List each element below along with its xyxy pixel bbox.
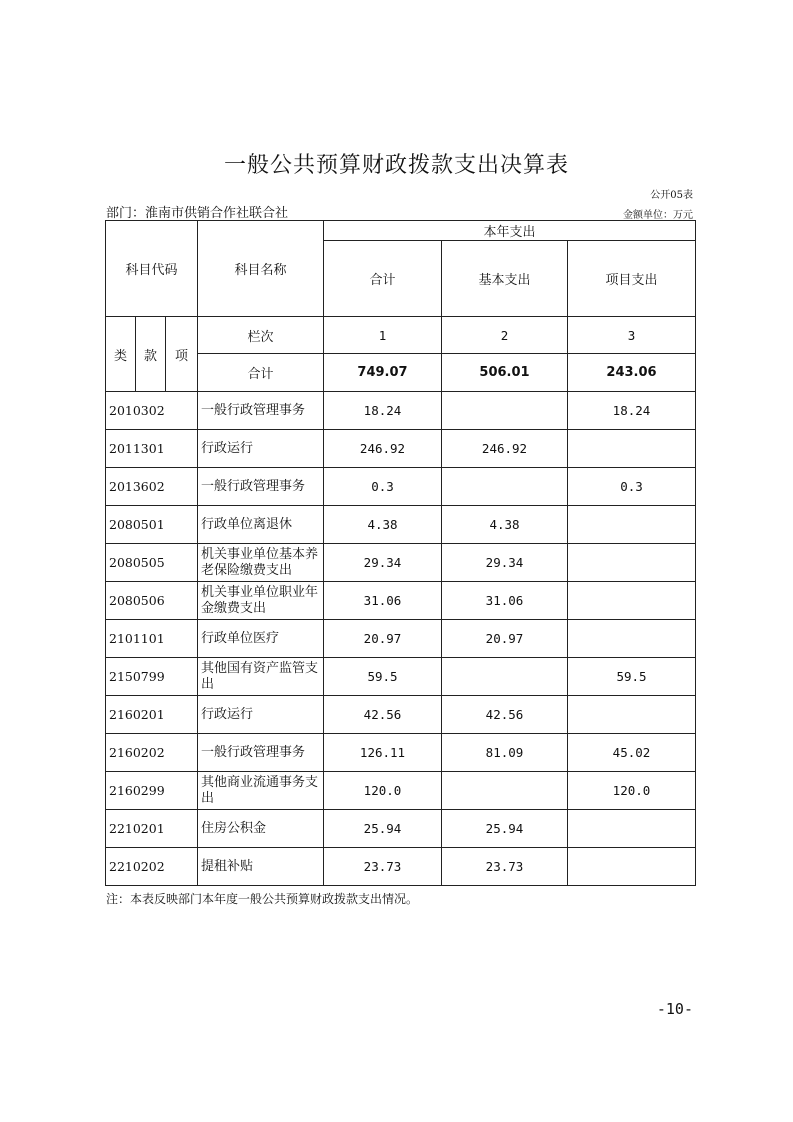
header-basic: 基本支出 bbox=[442, 241, 568, 317]
table-row bbox=[106, 810, 696, 848]
row-basic: 246.92 bbox=[442, 430, 568, 468]
row-total: 25.94 bbox=[324, 810, 442, 848]
table-row bbox=[106, 506, 696, 544]
header-subject-code: 科目代码 bbox=[106, 221, 198, 317]
header-current-year: 本年支出 bbox=[324, 221, 696, 241]
row-basic: 31.06 bbox=[442, 582, 568, 620]
header-row-1 bbox=[106, 221, 696, 241]
row-basic: 25.94 bbox=[442, 810, 568, 848]
row-basic bbox=[442, 392, 568, 430]
table-row bbox=[106, 772, 696, 810]
row-basic bbox=[442, 658, 568, 696]
row-project bbox=[568, 430, 696, 468]
row-basic bbox=[442, 772, 568, 810]
row-code: 2013602 bbox=[106, 468, 198, 506]
sum-project: 243.06 bbox=[568, 354, 696, 392]
row-project bbox=[568, 544, 696, 582]
row-name: 住房公积金 bbox=[198, 810, 324, 848]
row-total: 0.3 bbox=[324, 468, 442, 506]
row-name: 其他商业流通事务支出 bbox=[198, 772, 324, 810]
row-total: 120.0 bbox=[324, 772, 442, 810]
column-order-3: 3 bbox=[568, 317, 696, 354]
column-order-row bbox=[106, 317, 696, 354]
row-total: 42.56 bbox=[324, 696, 442, 734]
form-number: 公开05表 bbox=[650, 190, 693, 201]
row-code: 2080505 bbox=[106, 544, 198, 582]
row-basic: 42.56 bbox=[442, 696, 568, 734]
row-project bbox=[568, 848, 696, 886]
row-name: 一般行政管理事务 bbox=[198, 392, 324, 430]
row-basic: 29.34 bbox=[442, 544, 568, 582]
row-project bbox=[568, 620, 696, 658]
row-code: 2101101 bbox=[106, 620, 198, 658]
row-code: 2210201 bbox=[106, 810, 198, 848]
row-project bbox=[568, 582, 696, 620]
row-name: 行政运行 bbox=[198, 696, 324, 734]
row-basic bbox=[442, 468, 568, 506]
table-row bbox=[106, 658, 696, 696]
row-project: 45.02 bbox=[568, 734, 696, 772]
row-total: 246.92 bbox=[324, 430, 442, 468]
expenditure-table bbox=[105, 220, 696, 886]
row-project bbox=[568, 506, 696, 544]
header-total: 合计 bbox=[324, 241, 442, 317]
table-row bbox=[106, 696, 696, 734]
row-name: 机关事业单位基本养老保险缴费支出 bbox=[198, 544, 324, 582]
page-number: -10- bbox=[656, 1000, 693, 1018]
table-row bbox=[106, 848, 696, 886]
row-name: 提租补贴 bbox=[198, 848, 324, 886]
header-kuan: 款 bbox=[136, 317, 166, 392]
row-name: 一般行政管理事务 bbox=[198, 734, 324, 772]
sum-label: 合计 bbox=[198, 354, 324, 392]
row-total: 31.06 bbox=[324, 582, 442, 620]
row-name: 行政运行 bbox=[198, 430, 324, 468]
table-row bbox=[106, 734, 696, 772]
table-row bbox=[106, 430, 696, 468]
row-total: 126.11 bbox=[324, 734, 442, 772]
row-total: 59.5 bbox=[324, 658, 442, 696]
table-row bbox=[106, 468, 696, 506]
row-name: 行政单位离退休 bbox=[198, 506, 324, 544]
table-row bbox=[106, 582, 696, 620]
table-row bbox=[106, 392, 696, 430]
row-code: 2080506 bbox=[106, 582, 198, 620]
row-total: 29.34 bbox=[324, 544, 442, 582]
row-basic: 23.73 bbox=[442, 848, 568, 886]
row-total: 4.38 bbox=[324, 506, 442, 544]
row-basic: 4.38 bbox=[442, 506, 568, 544]
row-name: 机关事业单位职业年金缴费支出 bbox=[198, 582, 324, 620]
page-title: 一般公共预算财政拨款支出决算表 bbox=[223, 153, 569, 178]
row-code: 2080501 bbox=[106, 506, 198, 544]
row-project: 59.5 bbox=[568, 658, 696, 696]
table-note: 注：本表反映部门本年度一般公共预算财政拨款支出情况。 bbox=[106, 892, 419, 906]
row-code: 2150799 bbox=[106, 658, 198, 696]
row-total: 23.73 bbox=[324, 848, 442, 886]
row-basic: 81.09 bbox=[442, 734, 568, 772]
row-name: 其他国有资产监管支出 bbox=[198, 658, 324, 696]
row-project bbox=[568, 696, 696, 734]
row-code: 2160201 bbox=[106, 696, 198, 734]
row-name: 一般行政管理事务 bbox=[198, 468, 324, 506]
department-label: 部门：淮南市供销合作社联合社 bbox=[106, 206, 289, 221]
row-basic: 20.97 bbox=[442, 620, 568, 658]
row-code: 2160202 bbox=[106, 734, 198, 772]
header-subject-name: 科目名称 bbox=[198, 221, 324, 317]
column-order-1: 1 bbox=[324, 317, 442, 354]
row-code: 2210202 bbox=[106, 848, 198, 886]
header-project: 项目支出 bbox=[568, 241, 696, 317]
row-project bbox=[568, 810, 696, 848]
table-row bbox=[106, 620, 696, 658]
amount-unit: 金额单位：万元 bbox=[623, 210, 693, 221]
header-lei: 类 bbox=[106, 317, 136, 392]
column-order-2: 2 bbox=[442, 317, 568, 354]
row-code: 2160299 bbox=[106, 772, 198, 810]
sum-basic: 506.01 bbox=[442, 354, 568, 392]
header-xiang: 项 bbox=[166, 317, 198, 392]
row-total: 18.24 bbox=[324, 392, 442, 430]
table-row bbox=[106, 544, 696, 582]
row-code: 2011301 bbox=[106, 430, 198, 468]
column-order-label: 栏次 bbox=[198, 317, 324, 354]
row-project: 120.0 bbox=[568, 772, 696, 810]
sum-total: 749.07 bbox=[324, 354, 442, 392]
row-name: 行政单位医疗 bbox=[198, 620, 324, 658]
row-project: 18.24 bbox=[568, 392, 696, 430]
row-project: 0.3 bbox=[568, 468, 696, 506]
row-total: 20.97 bbox=[324, 620, 442, 658]
row-code: 2010302 bbox=[106, 392, 198, 430]
